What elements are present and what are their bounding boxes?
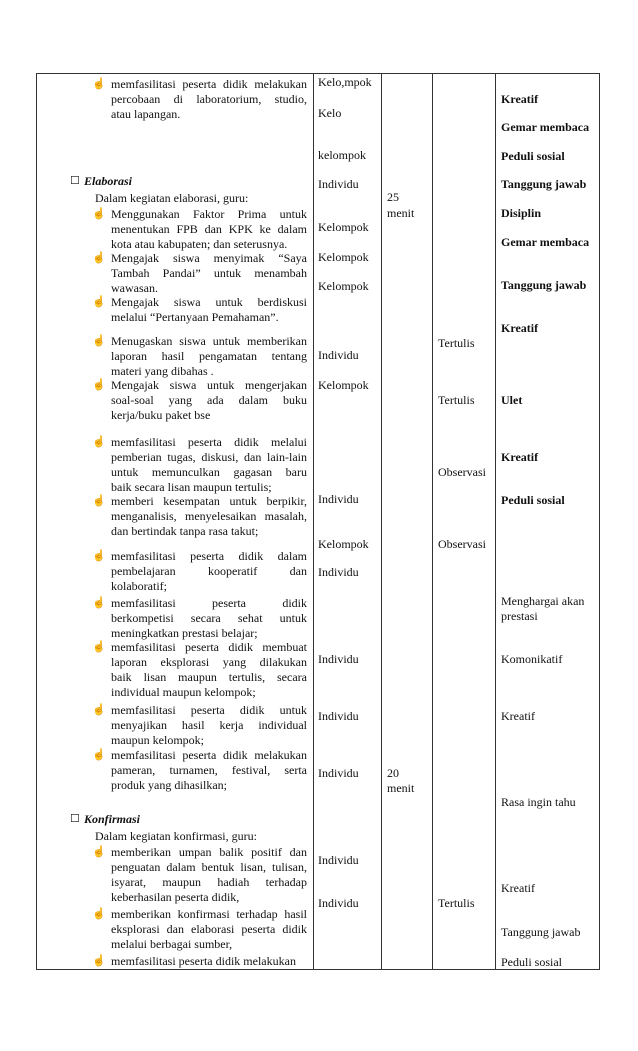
list-item-text: memfasilitasi peserta didik dalam (111, 549, 307, 563)
list-item-text: baik secara lisan maupun tertulis; (111, 480, 272, 494)
list-item-text: kolaboratif; (111, 579, 167, 593)
grouping-label: Individu (318, 492, 359, 506)
list-item-text: laporan hasil pengamatan tentang (111, 349, 307, 363)
character-value: Peduli sosial (501, 955, 563, 969)
list-item-text: Mengajak siswa untuk mengerjakan (111, 378, 307, 392)
character-value: Ulet (501, 393, 523, 407)
list-item-text: meningkatkan prestasi belajar; (111, 626, 258, 640)
grouping-label: Individu (318, 652, 359, 666)
hand-bullet-icon: ☝ (92, 846, 106, 858)
grouping-label: Individu (318, 565, 359, 579)
grouping-label: Kelompok (318, 250, 369, 264)
hand-bullet-icon: ☝ (92, 749, 106, 761)
character-value: Kreatif (501, 92, 539, 106)
character-value: Tanggung jawab (501, 278, 587, 292)
list-item-text: memfasilitasi peserta didik melakukan (111, 77, 307, 91)
list-item-text: Tambah Pandai” untuk menambah (111, 266, 307, 280)
hand-bullet-icon: ☝ (92, 495, 106, 507)
character-value: Disiplin (501, 206, 542, 220)
assessment-label: Tertulis (438, 393, 475, 407)
grouping-label: Individu (318, 177, 359, 191)
section-box-icon: ☐ (70, 175, 80, 187)
list-item-text: pemberian tugas, diskusi, dan lain-lain (111, 450, 307, 464)
column-divider (495, 73, 496, 970)
list-item-text: atau lapangan. (111, 107, 181, 121)
section-heading: Elaborasi (84, 174, 133, 188)
list-item-text: materi yang dibahas . (111, 364, 214, 378)
list-item-text: baik lisan maupun tertulis, secara (111, 670, 307, 684)
list-item-text: Mengajak siswa untuk berdiskusi (111, 295, 307, 309)
hand-bullet-icon: ☝ (92, 436, 106, 448)
list-item-text: Menugaskan siswa untuk memberikan (111, 334, 307, 348)
column-divider (313, 73, 314, 970)
list-item-text: keberhasilan peserta didik, (111, 890, 240, 904)
assessment-label: Tertulis (438, 896, 475, 910)
character-value: Peduli sosial (501, 149, 565, 163)
character-value: Kreatif (501, 881, 535, 895)
grouping-label: Individu (318, 348, 359, 362)
list-item-text: menganalisis, menyelesaikan masalah, (111, 509, 307, 523)
grouping-label: Kelo (318, 106, 342, 120)
list-item-text: memberi kesempatan untuk berpikir, (111, 494, 307, 508)
grouping-label: Individu (318, 853, 359, 867)
section-intro: Dalam kegiatan elaborasi, guru: (95, 191, 249, 205)
grouping-label: Individu (318, 709, 359, 723)
character-value: Gemar membaca (501, 120, 590, 134)
grouping-label: Kelompok (318, 378, 369, 392)
assessment-label: Tertulis (438, 336, 475, 350)
column-divider (381, 73, 382, 970)
list-item-text: memberikan konfirmasi terhadap hasil (111, 907, 307, 921)
assessment-label: Observasi (438, 465, 486, 479)
grouping-label: Kelompok (318, 537, 369, 551)
list-item-text: memfasilitasi peserta didik untuk (111, 703, 307, 717)
list-item-text: memberikan umpan balik positif dan (111, 845, 307, 859)
character-value: Kreatif (501, 321, 539, 335)
assessment-label: Observasi (438, 537, 486, 551)
section-intro: Dalam kegiatan konfirmasi, guru: (95, 829, 257, 843)
character-value: Rasa ingin tahu (501, 795, 576, 809)
list-item-text: memfasilitasi peserta didik membuat (111, 640, 307, 654)
character-value: Peduli sosial (501, 493, 565, 507)
character-value: Gemar membaca (501, 235, 590, 249)
hand-bullet-icon: ☝ (92, 335, 106, 347)
list-item-text: memfasilitasi peserta didik melalui (111, 435, 307, 449)
list-item-text: melalui “Pertanyaan Pemahaman”. (111, 310, 279, 324)
grouping-label: Individu (318, 766, 359, 780)
list-item-text: menyajikan hasil kerja individual (111, 718, 307, 732)
list-item-text: maupun kelompok; (111, 733, 204, 747)
hand-bullet-icon: ☝ (92, 296, 106, 308)
list-item-text: laporan eksplorasi yang dilakukan (111, 655, 307, 669)
list-item-text: pameran, turnamen, festival, serta (111, 763, 307, 777)
list-item-text: untuk memunculkan gagasan baru (111, 465, 307, 479)
hand-bullet-icon: ☝ (92, 78, 106, 90)
list-item-text: percobaan di laboratorium, studio, (111, 92, 307, 106)
character-value: Tanggung jawab (501, 177, 587, 191)
list-item-text: memfasilitasi peserta didik melakukan (111, 748, 307, 762)
hand-bullet-icon: ☝ (92, 208, 106, 220)
hand-bullet-icon: ☝ (92, 908, 106, 920)
hand-bullet-icon: ☝ (92, 641, 106, 653)
hand-bullet-icon: ☝ (92, 252, 106, 264)
hand-bullet-icon: ☝ (92, 550, 106, 562)
list-item-text: soal-soal yang ada dalam buku (111, 393, 307, 407)
list-item-text: individual maupun kelompok; (111, 685, 256, 699)
list-item-text: pembelajaran kooperatif dan (111, 564, 307, 578)
section-box-icon: ☐ (70, 813, 80, 825)
time-label: menit (387, 781, 415, 795)
grouping-label: Kelompok (318, 279, 369, 293)
list-item-text: menentukan FPB dan KPK ke dalam (111, 222, 307, 236)
character-value: Kreatif (501, 450, 539, 464)
hand-bullet-icon: ☝ (92, 704, 106, 716)
time-label: 25 (387, 190, 399, 204)
hand-bullet-icon: ☝ (92, 597, 106, 609)
list-item-text: eksplorasi dan elaborasi peserta didik (111, 922, 307, 936)
list-item-text: isyarat, maupun hadiah terhadap (111, 875, 307, 889)
grouping-label: kelompok (318, 148, 366, 162)
character-value: Tanggung jawab (501, 925, 581, 939)
list-item-text: Mengajak siswa menyimak “Saya (111, 251, 307, 265)
grouping-label: Kelo,mpok (318, 75, 372, 89)
list-item-text: produk yang dihasilkan; (111, 778, 227, 792)
time-label: 20 (387, 766, 399, 780)
time-label: menit (387, 206, 415, 220)
list-item-text: berkompetisi secara sehat untuk (111, 611, 307, 625)
grouping-label: Individu (318, 896, 359, 910)
hand-bullet-icon: ☝ (92, 955, 106, 967)
list-item-text: Menggunakan Faktor Prima untuk (111, 207, 307, 221)
grouping-label: Kelompok (318, 220, 369, 234)
list-item-text: penguatan dalam bentuk lisan, tulisan, (111, 860, 307, 874)
list-item-text: wawasan. (111, 281, 158, 295)
list-item-text: dan bertindak tanpa rasa takut; (111, 524, 259, 538)
column-divider (432, 73, 433, 970)
character-value: Komonikatif (501, 652, 563, 666)
list-item-text: melalui berbagai sumber, (111, 937, 233, 951)
list-item-text: memfasilitasi peserta didik (111, 596, 307, 610)
list-item-text: kota atau kabupaten; dan seterusnya. (111, 237, 288, 251)
list-item-text: kerja/buku paket bse (111, 408, 211, 422)
character-value: Menghargai akan (501, 594, 585, 608)
character-value: prestasi (501, 609, 538, 623)
hand-bullet-icon: ☝ (92, 379, 106, 391)
list-item-text: memfasilitasi peserta didik melakukan (111, 954, 296, 968)
section-heading: Konfirmasi (84, 812, 141, 826)
character-value: Kreatif (501, 709, 535, 723)
